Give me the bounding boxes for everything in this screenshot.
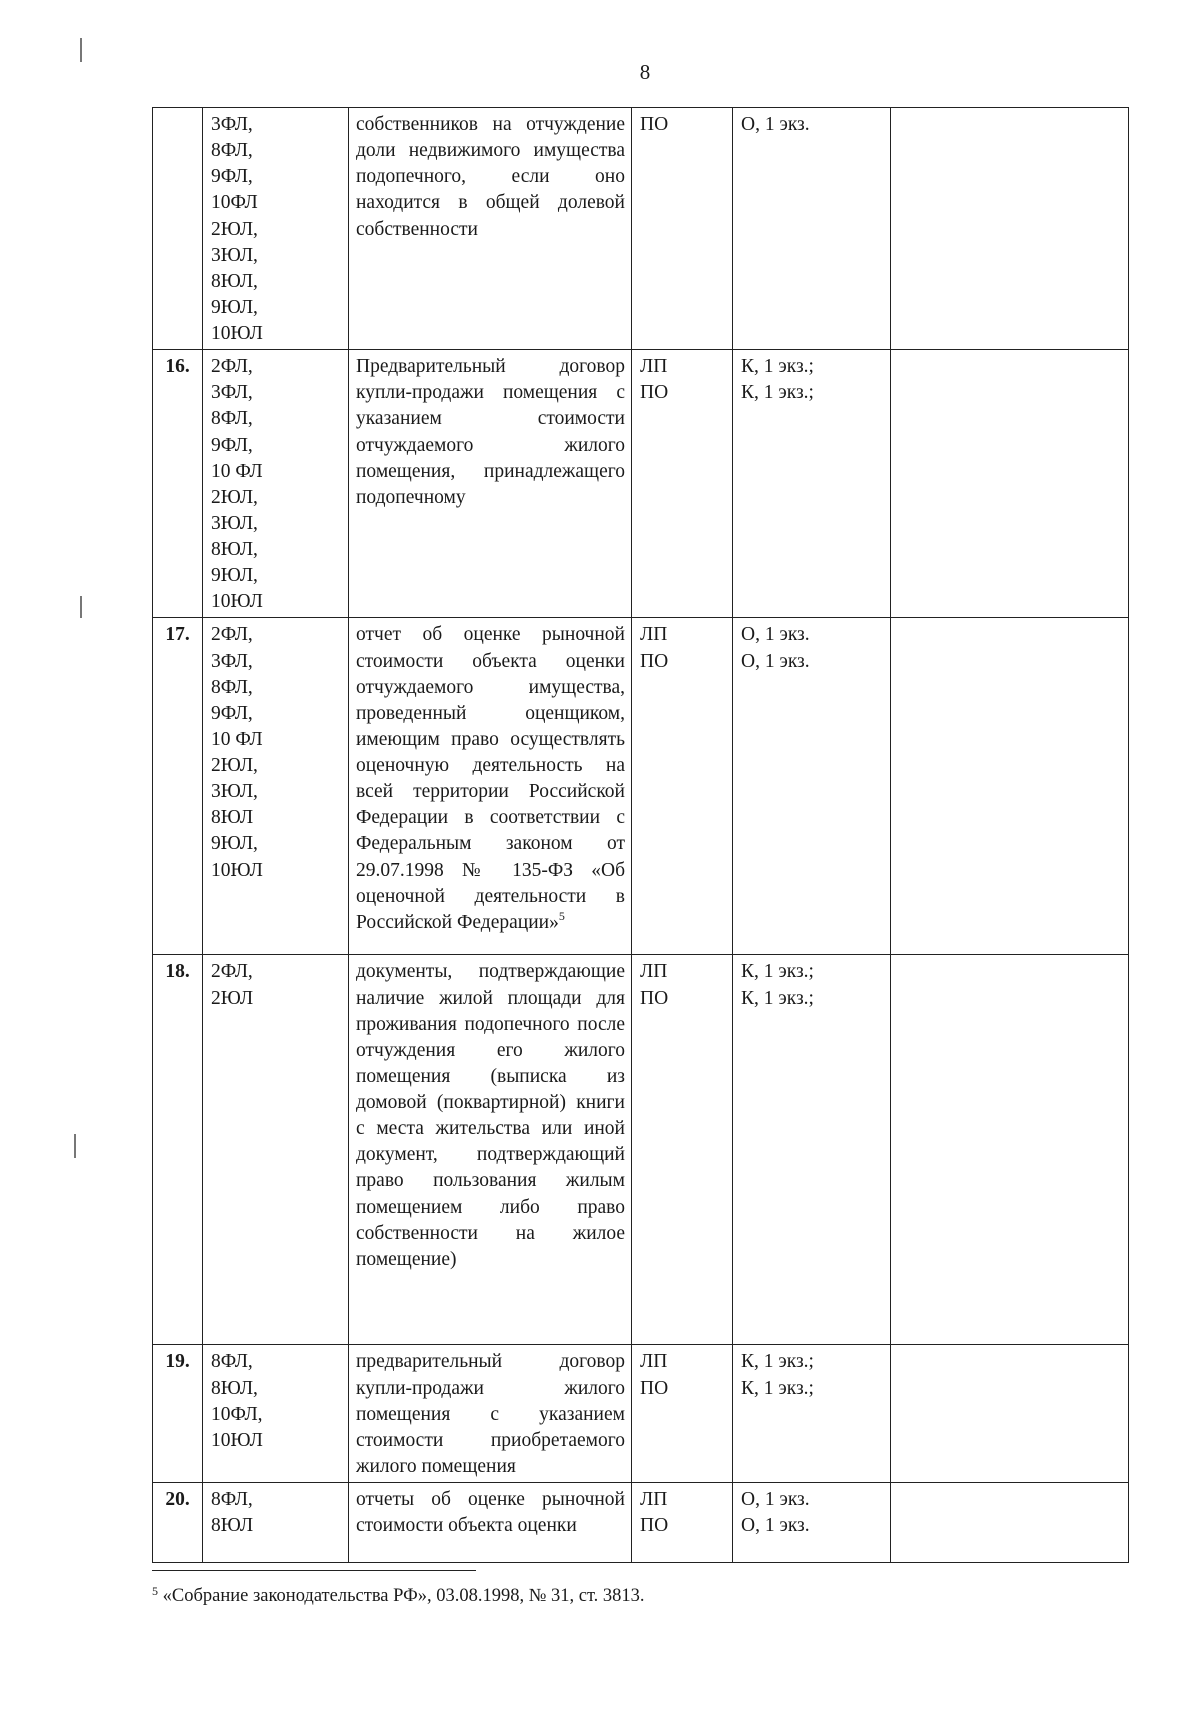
- provider-type: [632, 350, 733, 618]
- row-number: 20.: [153, 1483, 203, 1563]
- applicant-code: 10 ФЛ: [211, 728, 263, 750]
- description-text-body: отчет об оценке рыночной стоимости объекта оценки отчуждаемого имущества, проведенный оценщиком, имеющим право осуществлять оценочную деятельность на всей территории Российской Федерации в соответствии с Федеральным законом от 29.07.1998 № 135-ФЗ «Об оценочной деятельности в Российской Федерации»: [356, 624, 625, 933]
- applicant-code: 2ФЛ,: [211, 624, 253, 646]
- document-description: [349, 350, 632, 618]
- row-number: 19.: [153, 1345, 203, 1483]
- applicant-code: 8ЮЛ: [211, 1515, 254, 1537]
- provider-type-value: ПО: [640, 650, 669, 672]
- applicant-code: 10ФЛ,: [211, 1403, 263, 1425]
- scan-artifact-mark: [80, 596, 82, 618]
- table-row: [153, 955, 1129, 1345]
- scan-artifact-mark: [74, 1134, 76, 1158]
- provider-type: [632, 618, 733, 955]
- applicant-code: 10ЮЛ: [211, 1429, 263, 1451]
- empty-cell: [891, 1483, 1129, 1563]
- description-text: Предварительный договор купли-продажи помещения с указанием стоимости отчуждаемого жилого помещения, принадлежащего подопечному: [356, 356, 625, 508]
- page-number: 8: [639, 60, 651, 84]
- footnote-text: «Собрание законодательства РФ», 03.08.1998, № 31, ст. 3813.: [162, 1586, 645, 1606]
- empty-cell: [891, 618, 1129, 955]
- footnote: [152, 1586, 645, 1607]
- applicant-code: 3ФЛ,: [211, 382, 253, 404]
- applicant-code: 8ФЛ,: [211, 1351, 253, 1373]
- applicant-code: 8ФЛ,: [211, 676, 253, 698]
- row-number: 17.: [153, 618, 203, 955]
- copy-count: [733, 618, 891, 955]
- copy-count: [733, 955, 891, 1345]
- empty-cell: [891, 1345, 1129, 1483]
- document-description: [349, 955, 632, 1345]
- applicant-code: 3ФЛ,: [211, 114, 253, 135]
- applicant-codes: [203, 1483, 349, 1563]
- applicant-code: 10ЮЛ: [211, 859, 263, 881]
- applicant-code: 9ФЛ,: [211, 702, 253, 724]
- provider-type-value: ПО: [640, 114, 669, 135]
- provider-type: [632, 1483, 733, 1563]
- document-description: [349, 1345, 632, 1483]
- row-number: [153, 108, 203, 350]
- document-description: [349, 1483, 632, 1563]
- description-text: отчеты об оценке рыночной стоимости объекта оценки: [356, 1489, 625, 1537]
- applicant-code: 9ЮЛ,: [211, 833, 258, 855]
- description-text: [356, 622, 625, 936]
- footnote-separator: [152, 1570, 476, 1571]
- document-description: [349, 108, 632, 350]
- footnote-marker: 5: [152, 1584, 158, 1598]
- table-row: [153, 1345, 1129, 1483]
- applicant-code: 8ЮЛ,: [211, 539, 258, 560]
- copy-count: [733, 1345, 891, 1483]
- document-table: [152, 107, 1129, 1563]
- document-description: [349, 618, 632, 955]
- copy-count-value: К, 1 экз.;: [741, 961, 814, 983]
- applicant-codes: [203, 955, 349, 1345]
- table-row: [153, 108, 1129, 350]
- copy-count-value: К, 1 экз.;: [741, 1351, 814, 1373]
- applicant-codes: [203, 350, 349, 618]
- copy-count-value: К, 1 экз.;: [741, 987, 814, 1009]
- provider-type-value: ПО: [640, 1377, 669, 1399]
- table-row: [153, 1483, 1129, 1563]
- provider-type-value: ЛП: [640, 1351, 668, 1373]
- provider-type-value: ЛП: [640, 961, 668, 983]
- applicant-code: 2ЮЛ,: [211, 218, 258, 240]
- row-number: 18.: [153, 955, 203, 1345]
- applicant-code: 8ЮЛ,: [211, 270, 258, 292]
- table-row: [153, 350, 1129, 618]
- applicant-code: 9ЮЛ,: [211, 296, 258, 318]
- applicant-code: 3ЮЛ,: [211, 512, 258, 534]
- copy-count-value: К, 1 экз.;: [741, 1377, 814, 1399]
- provider-type: [632, 1345, 733, 1483]
- applicant-code: 9ФЛ,: [211, 166, 253, 188]
- scan-artifact-mark: [80, 38, 82, 62]
- applicant-code: 3ЮЛ,: [211, 781, 258, 803]
- empty-cell: [891, 350, 1129, 618]
- applicant-code: 2ФЛ,: [211, 356, 253, 378]
- row-number: 16.: [153, 350, 203, 618]
- copy-count-value: О, 1 экз.: [741, 624, 810, 646]
- description-text: собственников на отчуждение доли недвижимого имущества подопечного, если оно находится в общей долевой собственности: [356, 114, 625, 240]
- applicant-code: 3ЮЛ,: [211, 244, 258, 266]
- provider-type: [632, 955, 733, 1345]
- provider-type-value: ЛП: [640, 1489, 668, 1510]
- applicant-code: 3ФЛ,: [211, 650, 253, 672]
- provider-type-value: ЛП: [640, 356, 668, 378]
- description-text: документы, подтверждающие наличие жилой площади для проживания подопечного после отчуждения его жилого помещения (выписка из домовой (поквартирной) книги с места жительства или иной документ, подтверждающий право пользования жилым помещением либо право собственности на жилое помещение): [356, 961, 625, 1270]
- provider-type: [632, 108, 733, 350]
- provider-type-value: ПО: [640, 987, 669, 1009]
- table-row: [153, 618, 1129, 955]
- empty-cell: [891, 955, 1129, 1345]
- applicant-code: 2ФЛ,: [211, 961, 253, 983]
- copy-count-value: К, 1 экз.;: [741, 356, 814, 378]
- copy-count: [733, 1483, 891, 1563]
- applicant-code: 9ФЛ,: [211, 434, 253, 456]
- applicant-code: 9ЮЛ,: [211, 565, 258, 587]
- provider-type-value: ПО: [640, 1515, 669, 1537]
- applicant-code: 8ЮЛ,: [211, 1377, 258, 1399]
- copy-count-value: О, 1 экз.: [741, 1489, 810, 1510]
- copy-count: [733, 108, 891, 350]
- copy-count-value: О, 1 экз.: [741, 114, 810, 135]
- applicant-code: 2ЮЛ,: [211, 755, 258, 776]
- provider-type-value: ЛП: [640, 624, 668, 646]
- applicant-codes: [203, 618, 349, 955]
- table-body: [153, 108, 1129, 1563]
- applicant-code: 8ФЛ,: [211, 1489, 253, 1510]
- applicant-codes: [203, 108, 349, 350]
- description-text: предварительный договор купли-продажи жилого помещения с указанием стоимости приобретаемого жилого помещения: [356, 1351, 625, 1477]
- copy-count-value: О, 1 экз.: [741, 650, 810, 672]
- copy-count: [733, 350, 891, 618]
- applicant-code: 8ФЛ,: [211, 140, 253, 162]
- applicant-codes: [203, 1345, 349, 1483]
- applicant-code: 8ФЛ,: [211, 408, 253, 430]
- copy-count-value: О, 1 экз.: [741, 1515, 810, 1537]
- applicant-code: 8ЮЛ: [211, 807, 254, 829]
- provider-type-value: ПО: [640, 382, 669, 404]
- copy-count-value: К, 1 экз.;: [741, 382, 814, 404]
- empty-cell: [891, 108, 1129, 350]
- applicant-code: 10ЮЛ: [211, 591, 263, 613]
- footnote-reference: 5: [558, 908, 565, 923]
- applicant-code: 10ФЛ: [211, 192, 258, 214]
- applicant-code: 2ЮЛ,: [211, 486, 258, 508]
- applicant-code: 10ЮЛ: [211, 323, 263, 344]
- applicant-code: 2ЮЛ: [211, 987, 254, 1009]
- applicant-code: 10 ФЛ: [211, 460, 263, 482]
